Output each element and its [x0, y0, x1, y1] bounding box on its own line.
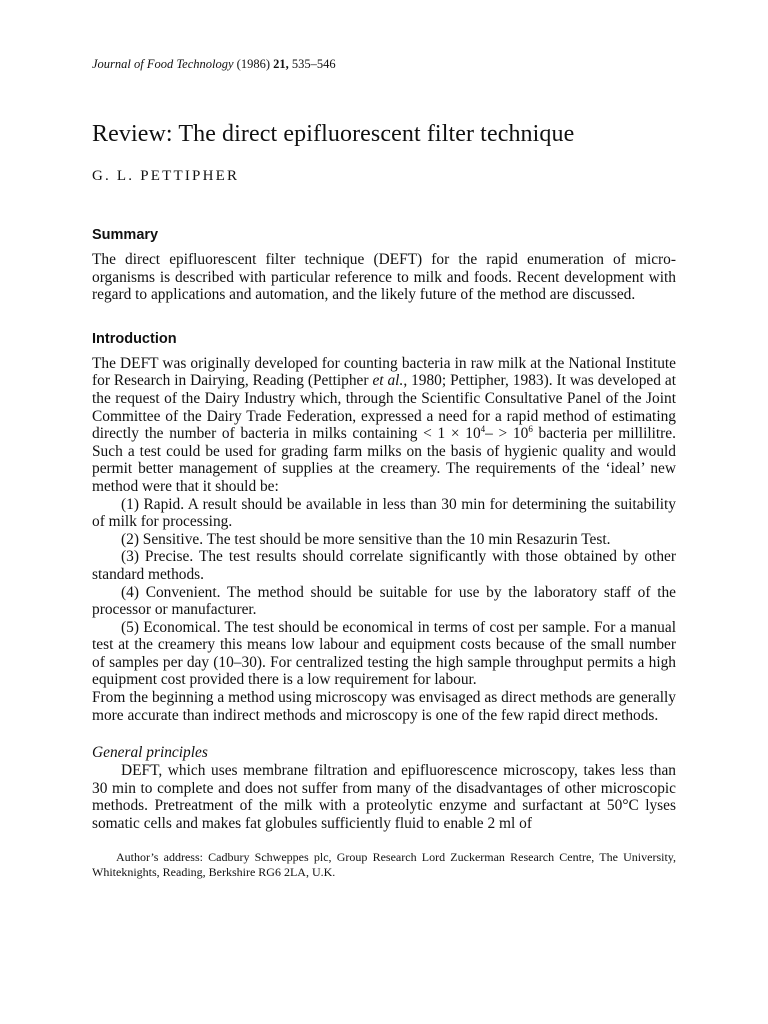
general-principles-heading: General principles: [92, 744, 208, 762]
introduction-paragraph-2: From the beginning a method using microscopy was envisaged as direct methods are generally more accurate than indirect methods and microscopy is one of the few rapid direct methods.: [92, 689, 676, 724]
journal-pages: 535–546: [291, 57, 336, 71]
summary-text: The direct epifluorescent filter technique (DEFT) for the rapid enumeration of micro-organisms is described with particular reference to milk and foods. Recent development with regard to applications and automation, and the likely future of the method are discussed.: [92, 251, 676, 304]
journal-volume: 21,: [273, 57, 289, 71]
author-address-footnote: Author’s address: Cadbury Schweppes plc, Group Research Lord Zuckerman Research Centre, The University, Whiteknights, Reading, Berkshire RG6 2LA, U.K.: [92, 849, 676, 880]
intro-text-part: – > 10: [485, 425, 529, 443]
intro-exponent: 4: [480, 424, 486, 435]
introduction-heading: Introduction: [92, 330, 177, 347]
journal-citation: [92, 56, 676, 72]
requirement-item-3: (3) Precise. The test results should correlate significantly with those obtained by other standard methods.: [92, 548, 676, 583]
author-name: G. L. PETTIPHER: [92, 168, 240, 184]
general-principles-text: DEFT, which uses membrane filtration and epifluorescence microscopy, takes less than 30 min to complete and does not suffer from many of the disadvantages of other microscopic methods. Pretreatment of the milk with a proteolytic enzyme and surfactant at 50°C lyses somatic cells and makes fat globules sufficiently fluid to enable 2 ml of: [92, 762, 676, 833]
page: [92, 56, 676, 880]
requirement-item-5: (5) Economical. The test should be economical in terms of cost per sample. For a manual test at the creamery this means low labour and equipment costs because of the small number of samples per day (10–30). For centralized testing the high sample throughput permits a high equipment cost provided there is a low requirement for labour.: [92, 618, 676, 689]
journal-year: (1986): [236, 57, 270, 71]
intro-text-part: bacteria per millilitre. Such a test could be used for grading farm milks on the basis of hygienic quality and would permit better management of supplies at the creamery. The requirements of the ‘ideal’ new method were that it should be:: [92, 425, 676, 495]
journal-name: Journal of Food Technology: [92, 57, 234, 71]
requirement-item-2: (2) Sensitive. The test should be more sensitive than the 10 min Resazurin Test.: [121, 530, 611, 548]
intro-text-part: , 1980; Pettipher, 1983). It was developed at the request of the Dairy Industry which, through the Scientific Consultative Panel of the Joint Committee of the Dairy Trade Federation, expressed a need for a rapid method of estimating directly the number of bacteria in milks containing < 1 × 10: [92, 372, 676, 443]
introduction-paragraph-1: [92, 355, 676, 496]
paper-title: Review: The direct epifluorescent filter technique: [92, 121, 575, 147]
intro-text-part: The DEFT was originally developed for counting bacteria in raw milk at the National Institute for Research in Dairying, Reading (Pettipher: [92, 354, 676, 390]
requirement-item-1: (1) Rapid. A result should be available in less than 30 min for determining the suitability of milk for processing.: [92, 495, 676, 531]
intro-exponent: 6: [528, 424, 533, 435]
summary-heading: Summary: [92, 227, 159, 243]
requirement-item-4: (4) Convenient. The method should be suitable for use by the laboratory staff of the processor or manufacturer.: [92, 583, 676, 619]
intro-etal: et al.: [372, 372, 404, 390]
